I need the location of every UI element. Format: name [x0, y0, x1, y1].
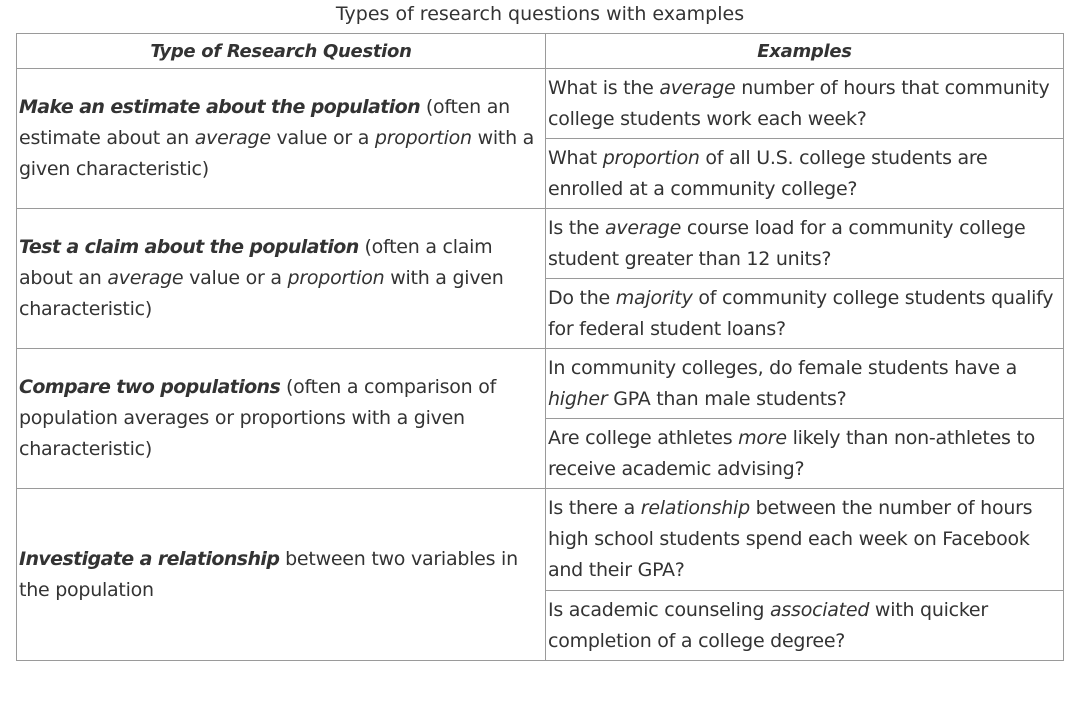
emphasis-text: associated [770, 598, 870, 621]
example-cell [546, 209, 1064, 279]
emphasis-text: average [107, 267, 184, 289]
body-text: with a given characteristic) [19, 127, 535, 180]
body-text: with quicker completion of a college degree? [548, 598, 988, 652]
body-text: (often an estimate about an [19, 96, 510, 149]
body-text: of all U.S. college students are enrolled at a community college? [548, 146, 988, 200]
question-type-label: Test a claim about the population [19, 236, 359, 258]
emphasis-text: average [605, 216, 682, 239]
question-type-label: Compare two populations [19, 376, 281, 398]
table-row [17, 69, 1064, 139]
body-text: number of hours that community college students work each week? [548, 76, 1050, 130]
emphasis-text: higher [548, 387, 608, 410]
body-text: What is the [548, 76, 660, 99]
question-type-cell [17, 489, 546, 661]
body-text: with a given characteristic) [19, 267, 504, 320]
body-text: (often a claim about an [19, 236, 493, 289]
body-text: (often a comparison of population averages or proportions with a given characteristic) [19, 376, 497, 460]
table-caption: Types of research questions with examples [335, 3, 745, 25]
body-text: between two variables in the population [19, 547, 518, 601]
body-text: course load for a community college student greater than 12 units? [548, 216, 1026, 270]
emphasis-text: average [194, 127, 271, 149]
body-text: Is the [548, 216, 606, 239]
research-questions-table [16, 33, 1064, 661]
table-row [17, 349, 1064, 419]
example-cell [546, 69, 1064, 139]
example-cell [546, 419, 1064, 489]
body-text: value or a [270, 127, 375, 149]
emphasis-text: more [738, 426, 787, 449]
body-text: of community college students qualify for federal student loans? [548, 286, 1054, 340]
body-text: GPA than male students? [607, 387, 847, 410]
body-text: Is there a [548, 497, 641, 519]
example-cell [546, 139, 1064, 209]
header-type: Type of Research Question [17, 34, 546, 69]
body-text: between the number of hours high school students spend each week on Facebook and their GPA? [548, 497, 1033, 581]
emphasis-text: proportion [287, 267, 385, 289]
emphasis-text: majority [615, 286, 693, 309]
question-type-cell [17, 349, 546, 489]
question-type-label: Make an estimate about the population [19, 96, 421, 118]
emphasis-text: relationship [640, 497, 750, 519]
emphasis-text: proportion [374, 127, 472, 149]
example-cell [546, 489, 1064, 591]
body-text: In community colleges, do female students have a [548, 356, 1018, 379]
body-text: Is academic counseling [548, 598, 770, 621]
body-text: What [548, 146, 603, 169]
body-text: likely than non-athletes to receive academic advising? [548, 426, 1036, 480]
question-type-cell [17, 69, 546, 209]
body-text: Do the [548, 286, 616, 309]
table-row [17, 209, 1064, 279]
header-examples: Examples [546, 34, 1064, 69]
body-text: value or a [183, 267, 288, 289]
example-cell [546, 349, 1064, 419]
header-row [17, 34, 1064, 69]
emphasis-text: average [659, 76, 736, 99]
question-type-cell [17, 209, 546, 349]
body-text: Are college athletes [548, 426, 739, 449]
table-row [17, 489, 1064, 591]
question-type-label: Investigate a relationship [19, 547, 280, 570]
example-cell [546, 591, 1064, 661]
example-cell [546, 279, 1064, 349]
emphasis-text: proportion [602, 146, 700, 169]
